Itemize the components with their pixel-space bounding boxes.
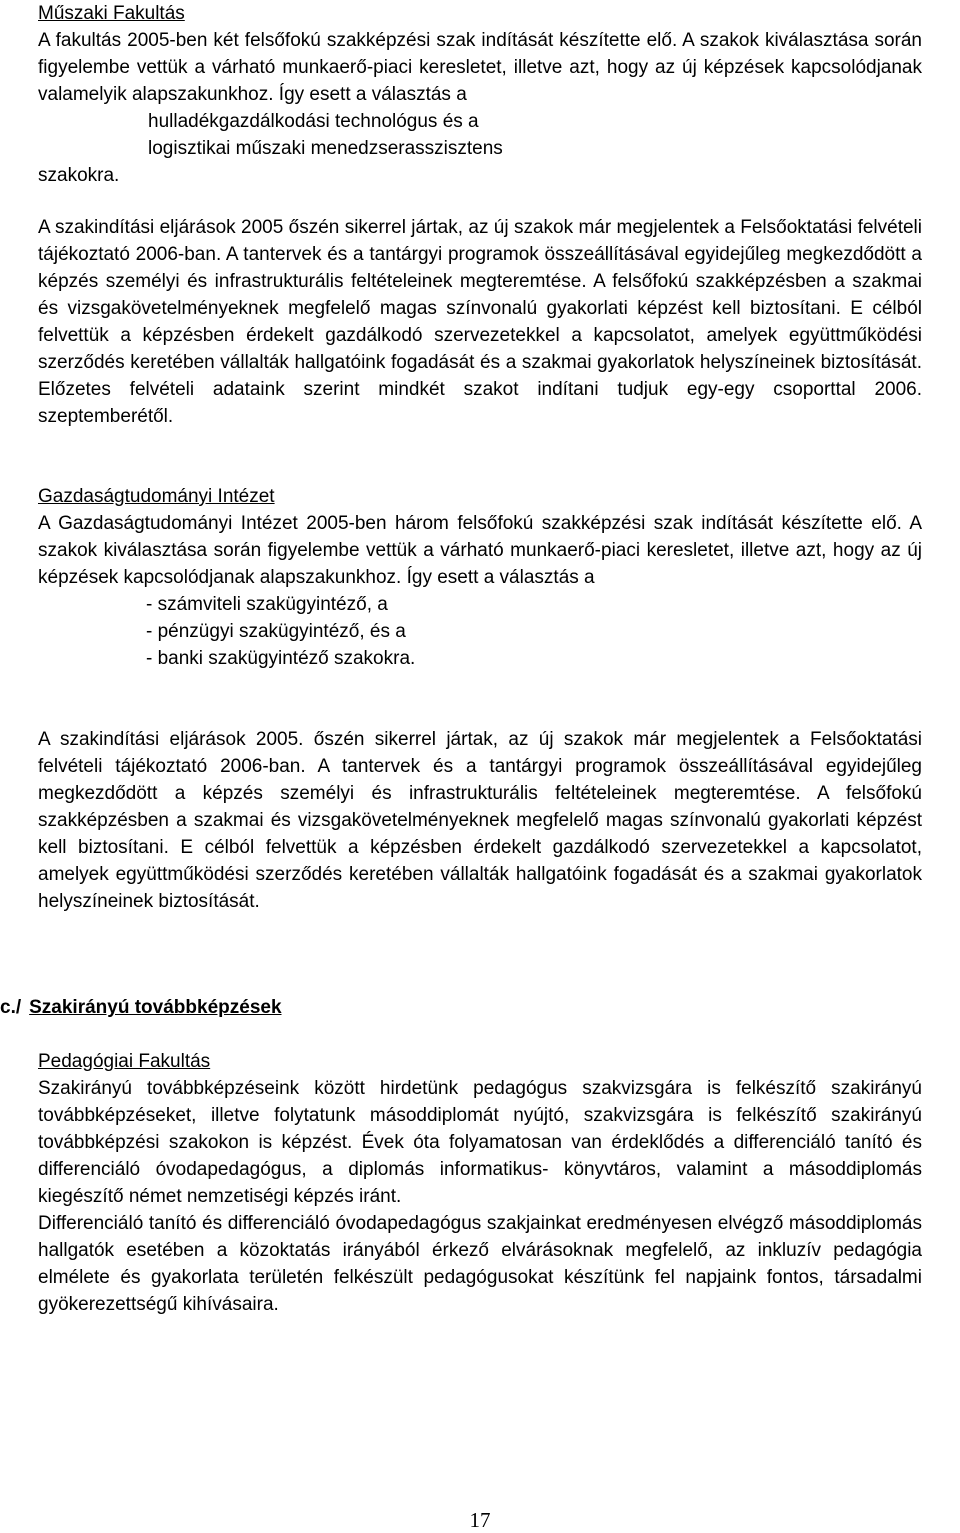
paragraph-gazdasag-eljaras: A szakindítási eljárások 2005. őszén sikerrel jártak, az új szakok már megjelentek a Felsőoktatási felvételi tájékoztató 2006-ban. A tantervek és a tantárgyi programok összeállításával egyidejűleg megkezdődött a képzés személyi és infrastrukturális feltételeinek megteremtése. A felsőfokú szakképzésben a szakmai és vizsgakövetelményeknek megfelelő magas színvonalú gyakorlati képzést kell biztosítani. E célból felvettük a képzésben érdekelt gazdálkodó szervezetekkel a kapcsolatot, amelyek együttműködési szerződés keretében vállalták hallgatóink fogadását és a szakmai gyakorlatok helyszíneinek biztosítását.	[38, 729, 922, 912]
section-pedagogiai	[38, 1048, 922, 1318]
paragraph-muszaki-eljaras: A szakindítási eljárások 2005 őszén sikerrel jártak, az új szakok már megjelentek a Felsőoktatási felvételi tájékoztató 2006-ban. A tantervek és a tantárgyi programok összeállításával egyidejűleg megkezdődött a képzés személyi és infrastrukturális feltételeinek megteremtése. A felsőfokú szakképzésben a szakmai és vizsgakövetelményeknek megfelelő magas színvonalú gyakorlati képzést kell biztosítani. E célból felvettük a képzésben érdekelt gazdálkodó szervezetekkel a kapcsolatot, amelyek együttműködési szerződés keretében vállalták hallgatóink fogadását és a szakmai gyakorlatok helyszíneinek biztosítását. Előzetes felvételi adataink szerint mindkét szakot indítani tudjuk egy-egy csoporttal 2006. szeptemberétől.	[38, 217, 922, 427]
page-number: 17	[469, 1508, 491, 1532]
section-number: c./	[0, 997, 22, 1018]
section-heading-gazdasag: Gazdaságtudományi Intézet	[38, 486, 275, 507]
section-muszaki	[38, 0, 922, 189]
paragraph-pedagogiai-1: Szakirányú továbbképzéseink között hirdetünk pedagógus szakvizsgára is felkészítő szakirányú továbbképzéseket, illetve folytatunk másoddiplomát nyújtó, szakvizsgára is felkészítő szakirányú továbbképzési szakokon is képzést. Évek óta folyamatosan van érdeklődés a differenciáló tanító és differenciáló óvodapedagógus, a diplomás informatikus- könyvtáros, valamint a másoddiplomás kiegészítő német nemzetiségi képzés iránt.	[38, 1078, 922, 1207]
section-heading-pedagogiai: Pedagógiai Fakultás	[38, 1051, 211, 1072]
list-item-szamviteli: - számviteli szakügyintéző, a	[146, 594, 388, 615]
list-tail: szakokra.	[38, 165, 120, 186]
paragraph-gazdasag-intro: A Gazdaságtudományi Intézet 2005-ben három felsőfokú szakképzési szak indítását készítette elő. A szakok kiválasztása során figyelembe vettük a várható munkaerő-piaci keresletet, illetve azt, hogy az új képzések kapcsolódjanak alapszakunkhoz. Így esett a választás a	[38, 513, 922, 588]
list-item-banki: - banki szakügyintéző szakokra.	[146, 648, 416, 669]
section-gazdasag	[38, 483, 922, 672]
section-heading-muszaki: Műszaki Fakultás	[38, 3, 185, 24]
section-title: Szakirányú továbbképzések	[29, 997, 282, 1018]
list-item-2: logisztikai műszaki menedzserasszisztens	[148, 138, 503, 159]
list-item-penzugyi: - pénzügyi szakügyintéző, és a	[146, 621, 406, 642]
list-item-1: hulladékgazdálkodási technológus és a	[148, 111, 479, 132]
paragraph-pedagogiai-2: Differenciáló tanító és differenciáló óvodapedagógus szakjainkat eredményesen elvégző másoddiplomás hallgatók esetében a közoktatás irányából érkező elvárásoknak megfelelő, az inkluzív pedagógia elmélete és gyakorlata területén felkészült pedagógusokat készítünk fel napjaink fontos, társadalmi gyökerezettségű kihívásaira.	[38, 1213, 922, 1315]
section-title-szakiranyu	[0, 994, 922, 1021]
paragraph-muszaki-intro: A fakultás 2005-ben két felsőfokú szakképzési szak indítását készítette elő. A szakok kiválasztása során figyelembe vettük a várható munkaerő-piaci keresletet, illetve azt, hogy az új képzések kapcsolódjanak valamelyik alapszakunkhoz. Így esett a választás a	[38, 30, 922, 105]
